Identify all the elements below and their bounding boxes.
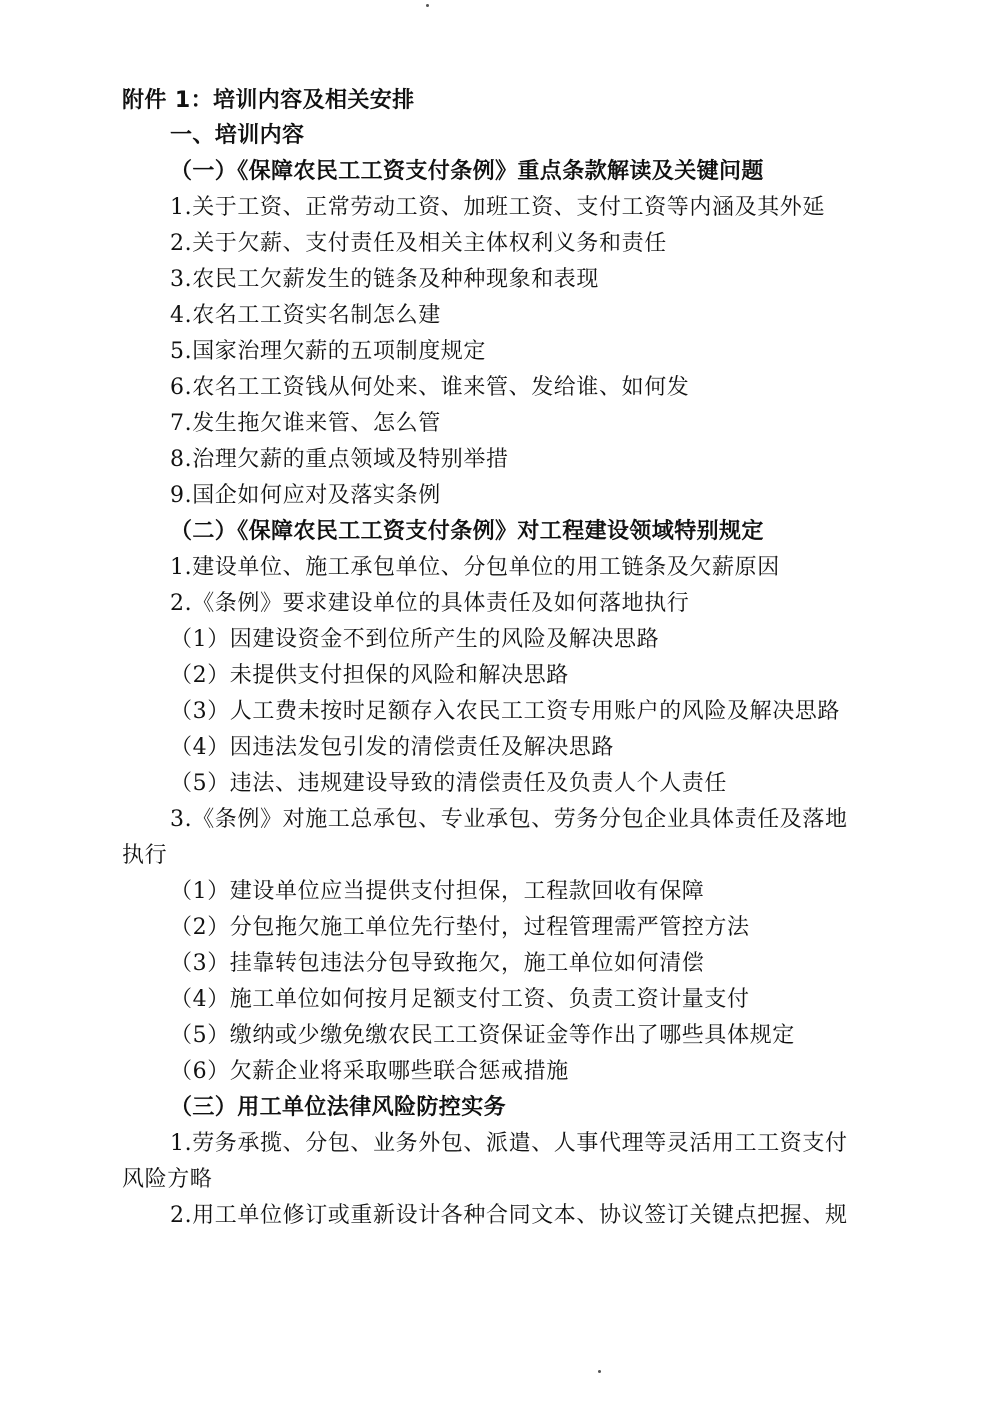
list-item: 3.《条例》对施工总承包、专业承包、劳务分包企业具体责任及落地 xyxy=(170,807,848,832)
sub-list-item: （4）施工单位如何按月足额支付工资、负责工资计量支付 xyxy=(170,987,750,1012)
sub-list-item: （3）人工费未按时足额存入农民工工资专用账户的风险及解决思路 xyxy=(170,699,840,724)
list-item: 1.关于工资、正常劳动工资、加班工资、支付工资等内涵及其外延 xyxy=(170,195,825,220)
list-item: 2.用工单位修订或重新设计各种合同文本、协议签订关键点把握、规 xyxy=(170,1203,848,1228)
scan-speck xyxy=(598,1370,601,1373)
subsection-heading: （二）《保障农民工工资支付条例》对工程建设领域特别规定 xyxy=(170,519,764,544)
list-item: 7.发生拖欠谁来管、怎么管 xyxy=(170,411,441,436)
sub-list-item: （1）建设单位应当提供支付担保，工程款回收有保障 xyxy=(170,879,705,904)
list-item-continuation: 风险方略 xyxy=(122,1167,213,1192)
list-item: 1.劳务承揽、分包、业务外包、派遣、人事代理等灵活用工工资支付 xyxy=(170,1131,848,1156)
list-item: 1.建设单位、施工承包单位、分包单位的用工链条及欠薪原因 xyxy=(170,555,780,580)
list-item: 5.国家治理欠薪的五项制度规定 xyxy=(170,339,486,364)
sub-list-item: （5）缴纳或少缴免缴农民工工资保证金等作出了哪些具体规定 xyxy=(170,1023,795,1048)
list-item: 2.关于欠薪、支付责任及相关主体权利义务和责任 xyxy=(170,231,667,256)
sub-list-item: （1）因建设资金不到位所产生的风险及解决思路 xyxy=(170,627,660,652)
attachment-title: 附件 1：培训内容及相关安排 xyxy=(122,88,415,113)
sub-list-item: （5）违法、违规建设导致的清偿责任及负责人个人责任 xyxy=(170,771,727,796)
section-heading: 一、培训内容 xyxy=(170,123,305,148)
list-item: 3.农民工欠薪发生的链条及种种现象和表现 xyxy=(170,267,599,292)
sub-list-item: （4）因违法发包引发的清偿责任及解决思路 xyxy=(170,735,614,760)
subsection-heading: （三）用工单位法律风险防控实务 xyxy=(170,1095,507,1120)
sub-list-item: （3）挂靠转包违法分包导致拖欠，施工单位如何清偿 xyxy=(170,951,705,976)
sub-list-item: （2）未提供支付担保的风险和解决思路 xyxy=(170,663,569,688)
list-item: 2.《条例》要求建设单位的具体责任及如何落地执行 xyxy=(170,591,690,616)
list-item-continuation: 执行 xyxy=(122,843,168,868)
list-item: 4.农名工工资实名制怎么建 xyxy=(170,303,441,328)
subsection-heading: （一）《保障农民工工资支付条例》重点条款解读及关键问题 xyxy=(170,159,764,184)
sub-list-item: （2）分包拖欠施工单位先行垫付，过程管理需严管控方法 xyxy=(170,915,750,940)
list-item: 6.农名工工资钱从何处来、谁来管、发给谁、如何发 xyxy=(170,375,690,400)
list-item: 8.治理欠薪的重点领域及特别举措 xyxy=(170,447,509,472)
sub-list-item: （6）欠薪企业将采取哪些联合惩戒措施 xyxy=(170,1059,569,1084)
scan-speck xyxy=(426,4,429,7)
list-item: 9.国企如何应对及落实条例 xyxy=(170,483,441,508)
